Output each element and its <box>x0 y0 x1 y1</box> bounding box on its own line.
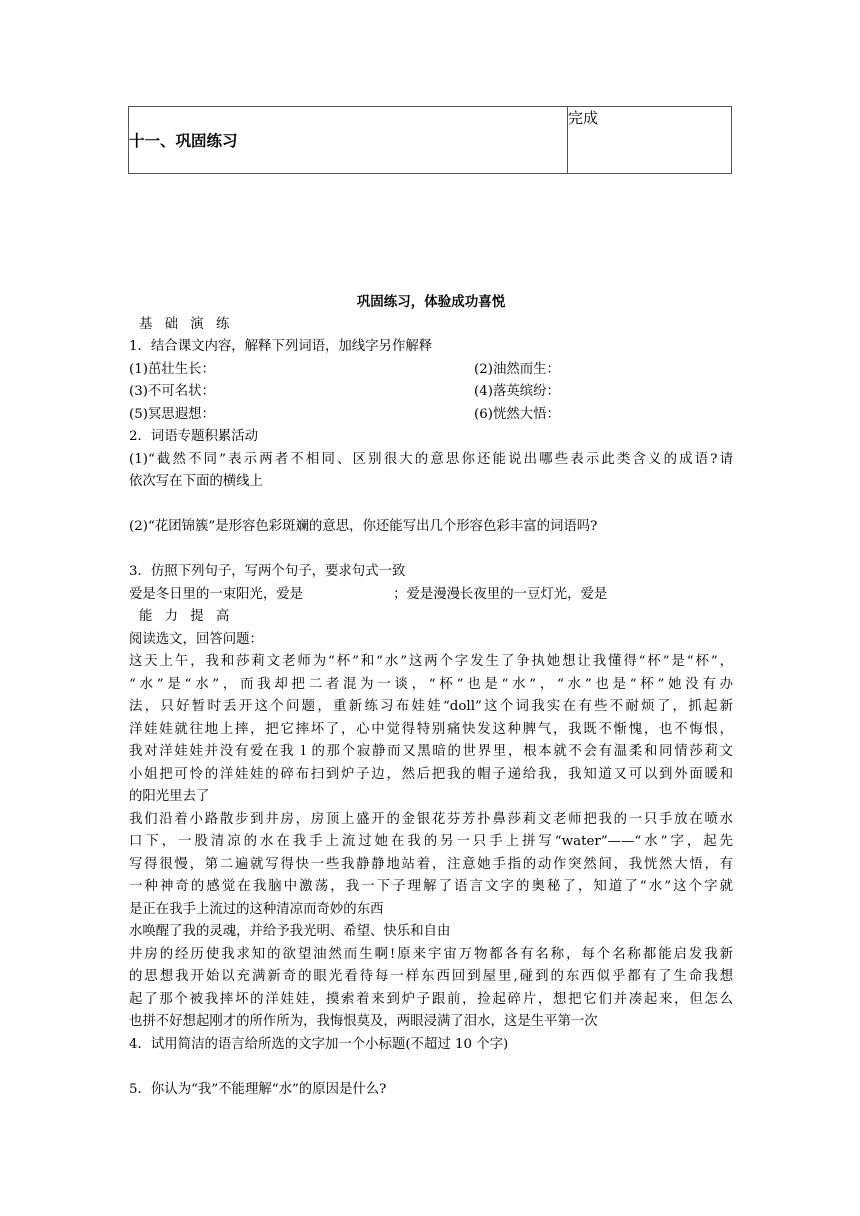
exercise-content <box>129 291 733 1101</box>
question-2-sub1-line: 依次写在下面的横线上 <box>129 474 263 489</box>
passage-line: 的思想我开始以充满新奇的眼光看待每一样东西回到屋里,碰到的东西似乎都有了生命我想 <box>129 969 733 984</box>
passage-line: 的阳光里去了 <box>129 789 210 804</box>
passage-line: 井房的经历使我求知的欲望油然而生啊!原来宇宙万物都各有名称，每个名称都能启发我新 <box>129 946 733 962</box>
passage-line: 我对洋娃娃并没有爱在我 l 的那个寂静而又黑暗的世界里，根本就不会有温柔和同情莎莉文 <box>129 744 733 759</box>
term-item: (3)不可名状： <box>129 384 215 399</box>
passage-line: 一种神奇的感觉在我脑中激荡，我一下子理解了语言文字的奥秘了，知道了“水”这个字就 <box>129 879 733 894</box>
status-cell: 完成 <box>568 107 732 174</box>
question-1-row <box>129 381 733 404</box>
term-item: (4)落英缤纷： <box>474 384 560 399</box>
passage-line: 洋娃娃就往地上摔，把它摔坏了，心中觉得特别痛快发这种脾气，我既不惭愧，也不悔恨， <box>129 721 733 737</box>
passage-line: 口下，一股清凉的水在我手上流过她在我的另一只手上拼写“water”——“水”字，起先 <box>129 834 733 849</box>
question-5: 5．你认为“我”不能理解“水”的原因是什么? <box>129 1081 387 1097</box>
passage-line: 这天上午，我和莎莉文老师为“杯”和“水”这两个字发生了争执她想让我懂得“杯”是“杯”， <box>129 654 733 669</box>
example-part-1: 爱是冬日里的一束阳光，爱是 <box>129 586 304 602</box>
exercise-title: 巩固练习，体验成功喜悦 <box>356 294 506 310</box>
reading-intro: 阅读选文，回答问题： <box>129 631 263 647</box>
passage-line: 法，只好暂时丢开这个问题，重新练习布娃娃“doll”这个词我实在有些不耐烦了，抓起新 <box>129 699 733 714</box>
passage-line: 我们沿着小路散步到井房，房顶上盛开的金银花芬芳扑鼻莎莉文老师把我的一只手放在喷水 <box>129 811 733 827</box>
term-item: (6)恍然大悟： <box>474 406 560 422</box>
question-2-sub2: (2)“花团锦簇”是形容色彩斑斓的意思，你还能写出几个形容色彩丰富的词语吗? <box>129 519 598 534</box>
passage-line: 也拼不好想起刚才的所作所为，我悔恨莫及，两眼浸满了泪水，这是生平第一次 <box>129 1014 598 1029</box>
question-2-prompt: 2．词语专题积累活动 <box>129 429 259 444</box>
section-ability: 能 力 提 高 <box>139 609 234 624</box>
example-part-2: ；爱是漫漫长夜里的一豆灯光，爱是 <box>393 586 608 602</box>
term-item: (5)冥思遐想： <box>129 406 215 422</box>
question-1-prompt: 1．结合课文内容，解释下列词语，加线字另作解释 <box>129 339 433 354</box>
section-basic: 基 础 演 练 <box>139 316 234 332</box>
term-item: (1)茁壮生长： <box>129 361 215 377</box>
header-table <box>128 106 732 174</box>
term-item: (2)油然而生： <box>474 361 560 377</box>
passage-line: 是正在我手上流过的这种清凉而奇妙的东西 <box>129 901 384 917</box>
reading-passage <box>129 651 733 1034</box>
question-1-row <box>129 404 733 427</box>
section-title: 十一、巩固练习 <box>129 107 568 174</box>
question-3-prompt: 3．仿照下列句子，写两个句子，要求句式一致 <box>129 564 406 579</box>
passage-line: 水唤醒了我的灵魂，并给予我光明、希望、快乐和自由 <box>129 924 451 939</box>
question-4: 4．试用简洁的语言给所选的文字加一个小标题(不超过 10 个字) <box>129 1036 509 1052</box>
passage-line: “水”是“水”，而我却把二者混为一谈，“杯”也是“水”，“水”也是“杯”她没有办 <box>129 676 733 692</box>
question-1-row <box>129 359 733 382</box>
question-3-example <box>129 584 733 607</box>
passage-line: 写得很慢，第二遍就写得快一些我静静地站着，注意她手指的动作突然间，我恍然大悟，有 <box>129 856 733 872</box>
question-2-sub1-line: (1)“截然不同”表示两者不相同、区别很大的意思你还能说出哪些表示此类含义的成语?请 <box>129 451 733 467</box>
passage-line: 起了那个被我摔坏的洋娃娃，摸索着来到炉子跟前，捡起碎片，想把它们并凑起来，但怎么 <box>129 991 733 1007</box>
passage-line: 小姐把可怜的洋娃娃的碎布扫到炉子边，然后把我的帽子递给我，我知道又可以到外面暖和 <box>129 766 733 782</box>
